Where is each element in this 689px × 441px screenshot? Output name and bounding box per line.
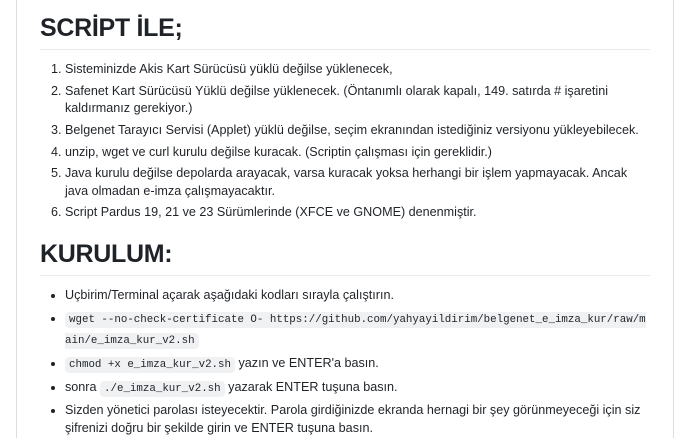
readme-card [16,0,674,438]
step-text: sonra [65,379,101,394]
list-item: 4. unzip, wget ve curl kurulu değilse kuracak. (Scriptin çalışması için gereklidir.) [65,144,650,162]
step-text: yazarak ENTER tuşuna basın. [224,379,398,394]
list-item: 3. Belgenet Tarayıcı Servisi (Applet) yüklü değilse, seçim ekranından istediğiniz versiyonu yükleyebilecek. [65,122,650,140]
list-item [65,379,650,399]
list-item: 5. Java kurulu değilse depolarda arayacak, varsa kuracak yoksa herhangi bir işlem yapmayacak. Ancak java olmadan e-imza çalışmayacaktır. [65,165,650,200]
list-item: • Sizden yönetici parolası isteyecektir. Parola girdiğinizde ekranda hernagi bir şey görünmeyeceği için siz şifrenizi doğru bir şekilde girin ve ENTER tuşuna basın. [65,402,650,437]
heading-kurulum: KURULUM: [40,239,650,276]
list-item [65,309,650,351]
wget-command-code[interactable]: wget --no-check-certificate O- https://github.com/yahyayildirim/belgenet_e_imza_kur/raw/main/e_imza_kur_v2.sh [65,313,646,347]
list-item [65,355,650,375]
list-item: 6. Script Pardus 19, 21 ve 23 Sürümlerinde (XFCE ve GNOME) denenmiştir. [65,204,650,222]
feature-list [40,61,650,222]
list-item: 2. Safenet Kart Sürücüsü Yüklü değilse yüklenecek. (Öntanımlı olarak kapalı, 149. satırda # işaretini kaldırmanız gerekiyor.) [65,83,650,118]
list-item: • Uçbirim/Terminal açarak aşağıdaki kodları sırayla çalıştırın. [65,287,650,305]
heading-script-ile: SCRİPT İLE; [40,13,650,50]
install-steps-list [40,287,650,437]
list-item: 1. Sisteminizde Akis Kart Sürücüsü yüklü değilse yüklenecek, [65,61,650,79]
run-command-code[interactable]: ./e_imza_kur_v2.sh [100,381,225,397]
step-text: yazın ve ENTER'a basın. [234,355,379,370]
readme-content [40,0,650,441]
chmod-command-code[interactable]: chmod +x e_imza_kur_v2.sh [65,357,235,373]
